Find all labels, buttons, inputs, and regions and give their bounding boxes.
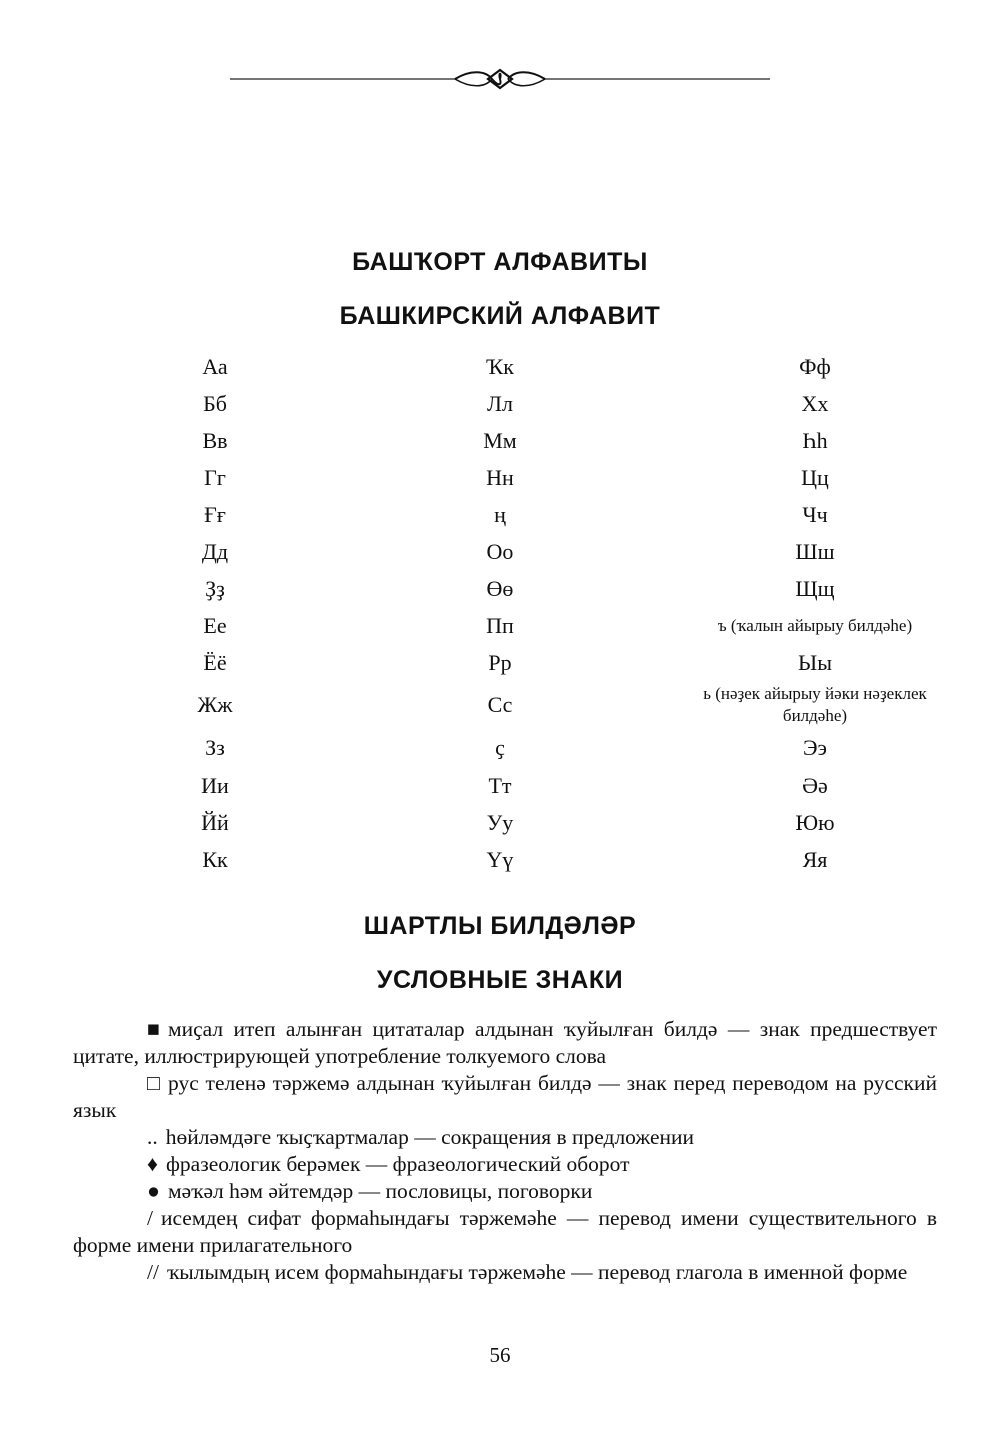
alphabet-letter: Үү — [486, 846, 514, 872]
title-signs-bashkir: ШАРТЛЫ БИЛДӘЛӘР — [363, 912, 637, 940]
alphabet-letter: Вв — [202, 427, 228, 453]
alphabet-letter: ъ (ҡалын айырыу билдәһе) — [717, 615, 913, 635]
alphabet-table — [130, 348, 930, 878]
alphabet-letter: ь (нәҙек айырыу йәки нәҙеклек билдәһе) — [703, 684, 927, 725]
alphabet-letter: Ғғ — [204, 501, 226, 527]
alphabet-letter: Уу — [486, 809, 514, 835]
alphabet-row — [130, 422, 930, 459]
alphabet-row — [130, 348, 930, 385]
alphabet-letter: Һh — [802, 427, 828, 453]
legend-symbol-icon: ♦ — [147, 1152, 158, 1176]
legend-symbol-icon: ● — [147, 1179, 160, 1203]
legend-item — [73, 1124, 937, 1151]
alphabet-letter: Фф — [799, 353, 831, 379]
alphabet-letter: Жж — [197, 692, 233, 717]
alphabet-letter: Ҡк — [486, 353, 514, 379]
legend-item — [73, 1205, 937, 1259]
alphabet-row — [130, 459, 930, 496]
alphabet-letter: Яя — [802, 846, 828, 872]
legend-text: һөйләмдәге ҡыҫҡартмалар — сокращения в предложении — [165, 1125, 695, 1149]
alphabet-letter: Тт — [488, 772, 512, 798]
alphabet-letter: Оо — [486, 538, 514, 564]
alphabet-row — [130, 841, 930, 878]
alphabet-letter: ң — [494, 501, 506, 527]
legend-text: рус теленә тәржемә алдынан ҡуйылған билдә — знак перед переводом на русский язык — [73, 1071, 937, 1122]
alphabet-letter: Пп — [486, 612, 514, 638]
alphabet-letter: Юю — [795, 809, 835, 835]
alphabet-letter: Ыы — [798, 649, 832, 675]
alphabet-letter: Ҙҙ — [205, 575, 225, 601]
legend-item — [73, 1070, 937, 1124]
alphabet-letter: Хх — [801, 390, 829, 416]
alphabet-letter: Ее — [203, 612, 227, 638]
alphabet-letter: Нн — [486, 464, 514, 490]
alphabet-letter: Сс — [487, 692, 513, 717]
alphabet-letter: Гг — [204, 464, 226, 490]
alphabet-letter: Дд — [201, 538, 229, 564]
alphabet-letter: Аа — [202, 353, 228, 379]
alphabet-row — [130, 804, 930, 841]
alphabet-letter: ҫ — [495, 735, 505, 760]
legend-text: фразеологик берәмек — фразеологический оборот — [165, 1152, 630, 1176]
alphabet-letter: Шш — [795, 538, 835, 564]
alphabet-letter: Цц — [801, 464, 829, 490]
alphabet-letter: Кк — [202, 846, 228, 872]
page-number: 56 — [489, 1343, 511, 1367]
alphabet-letter: Рр — [488, 649, 512, 675]
title-alphabet-bashkir: БАШҠОРТ АЛФАВИТЫ — [352, 248, 648, 276]
legend-text: мәҡәл һәм әйтемдәр — пословицы, поговорки — [168, 1179, 593, 1203]
legend-text: исемдең сифат формаһындағы тәржемәһе — перевод имени существительного в форме имени прилагательного — [73, 1206, 937, 1257]
legend-symbol-icon: □ — [147, 1071, 160, 1095]
alphabet-letter: Бб — [203, 390, 227, 416]
alphabet-row — [130, 496, 930, 533]
alphabet-row — [130, 729, 930, 767]
legend-text: миҫал итеп алынған цитаталар алдынан ҡуйылған билдә — знак предшествует цитате, иллюстрирующей употребление толкуемого слова — [73, 1017, 937, 1068]
legend-item — [73, 1178, 937, 1205]
legend-item — [73, 1259, 937, 1286]
alphabet-row — [130, 644, 930, 681]
alphabet-row — [130, 607, 930, 644]
legend-list — [73, 1016, 937, 1286]
alphabet-row — [130, 681, 930, 729]
alphabet-letter: Ии — [201, 772, 229, 798]
legend-symbol-icon: / — [147, 1206, 153, 1230]
legend-symbol-icon: .. — [147, 1125, 158, 1149]
alphabet-letter: Мм — [483, 427, 517, 453]
alphabet-letter: Ээ — [803, 735, 827, 760]
legend-symbol-icon: ■ — [147, 1017, 160, 1041]
alphabet-letter: Әә — [802, 772, 828, 798]
title-alphabet-russian: БАШКИРСКИЙ АЛФАВИТ — [339, 302, 661, 330]
legend-item — [73, 1016, 937, 1070]
title-signs-russian: УСЛОВНЫЕ ЗНАКИ — [376, 966, 624, 994]
alphabet-row — [130, 533, 930, 570]
header-ornament — [230, 66, 770, 92]
alphabet-letter: Ёё — [203, 649, 227, 675]
legend-symbol-icon: // — [147, 1260, 159, 1284]
alphabet-row — [130, 570, 930, 607]
alphabet-letter: Йй — [201, 809, 229, 835]
alphabet-letter: Зз — [205, 735, 225, 760]
alphabet-row — [130, 385, 930, 422]
legend-text: ҡылымдың исем формаһындағы тәржемәһе — перевод глагола в именной форме — [166, 1260, 908, 1284]
alphabet-letter: Өө — [486, 575, 514, 601]
legend-item — [73, 1151, 937, 1178]
alphabet-letter: Щщ — [795, 575, 835, 601]
alphabet-letter: Чч — [802, 501, 828, 527]
alphabet-letter: Лл — [487, 390, 513, 416]
alphabet-row — [130, 767, 930, 804]
